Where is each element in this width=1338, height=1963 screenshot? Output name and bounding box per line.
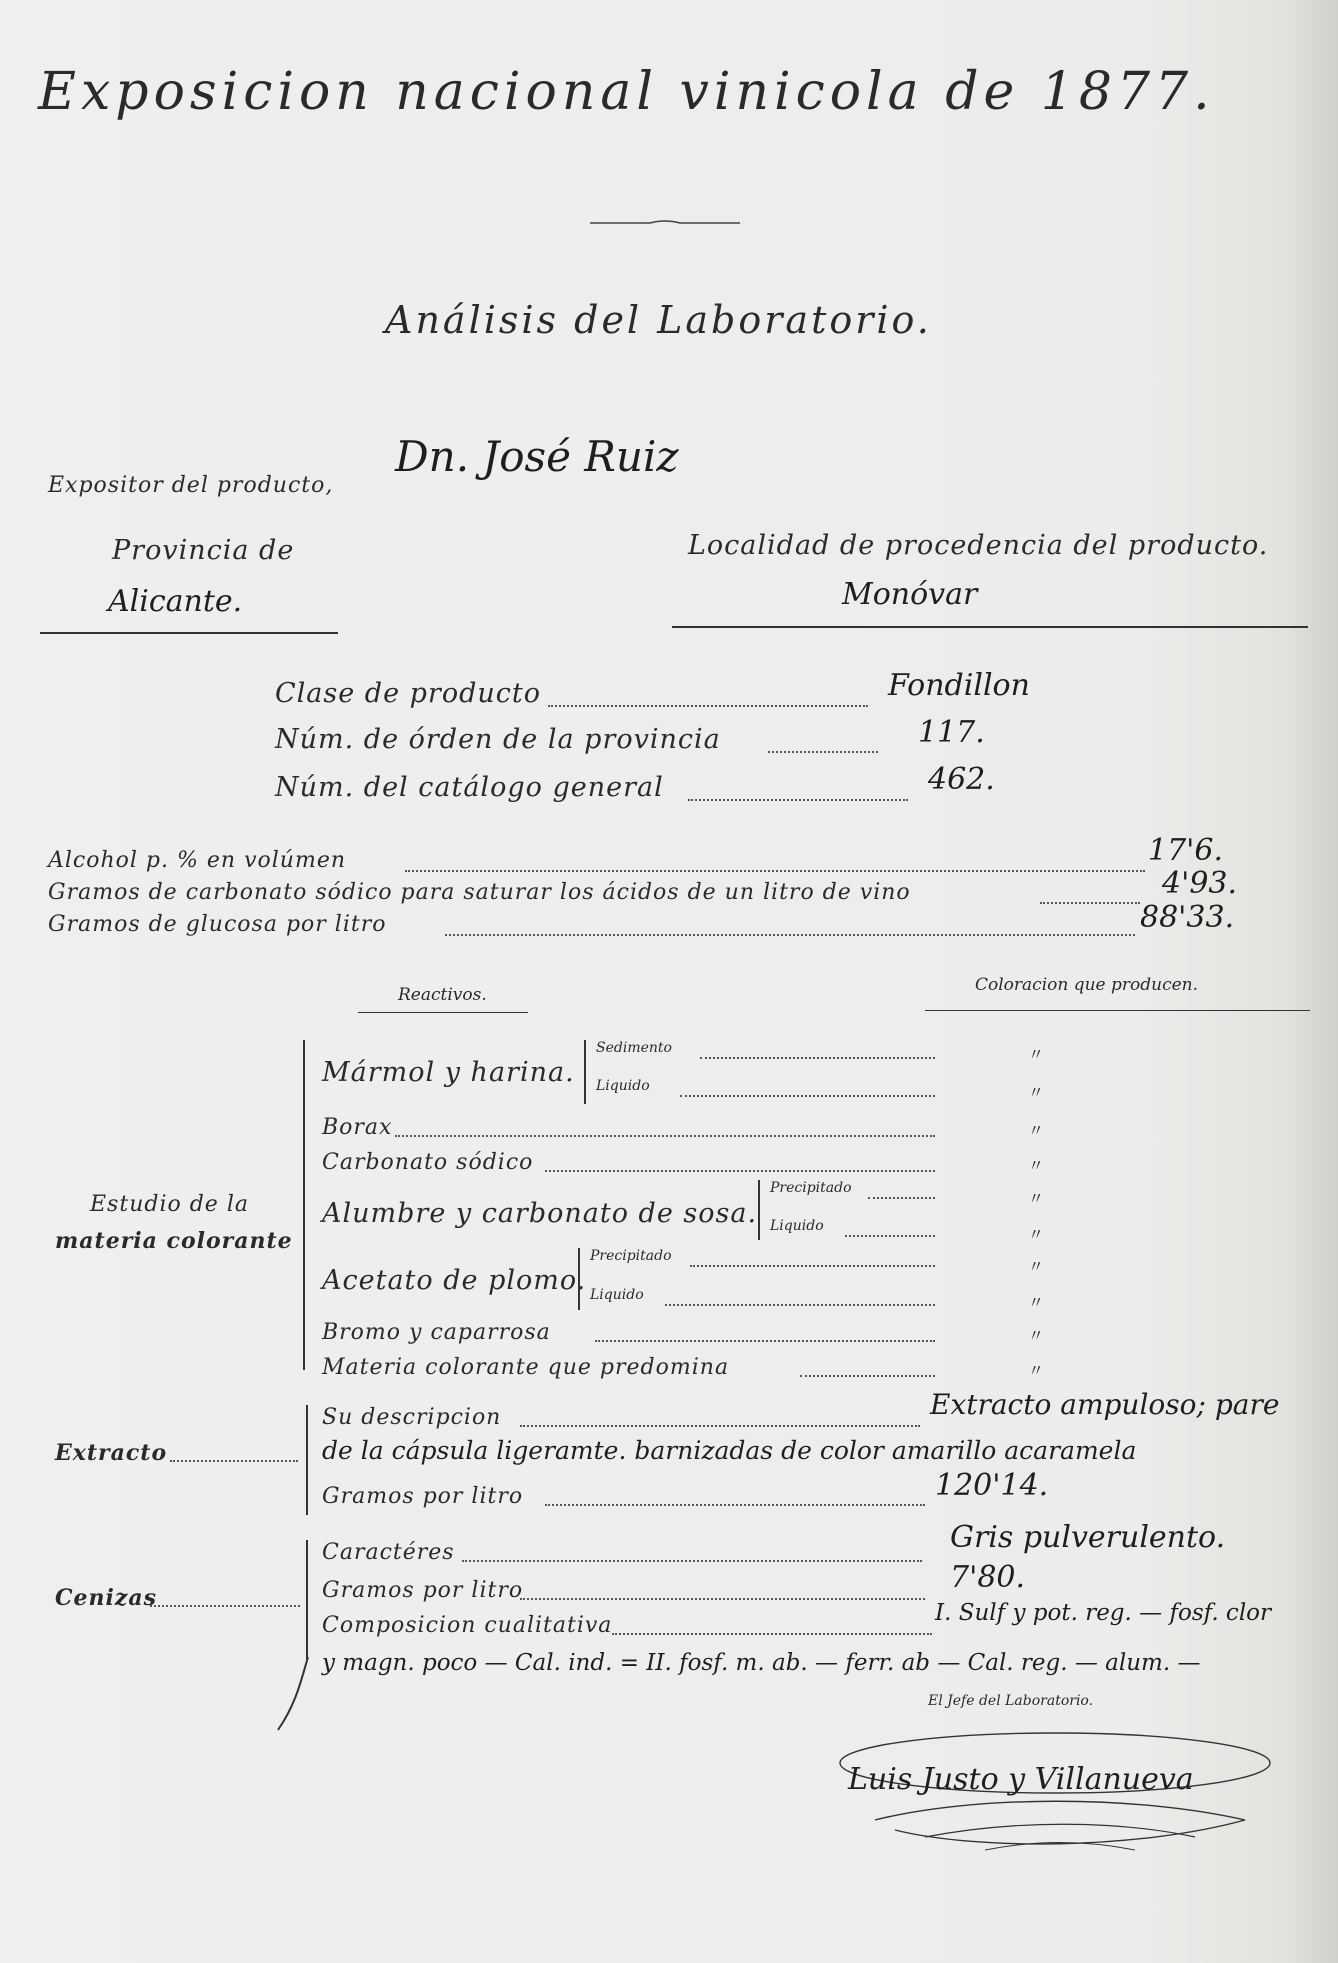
reagent-row-5-ditto: 〃	[1028, 1189, 1045, 1208]
reagents-header: Reactivos.	[398, 985, 487, 1005]
reagent-row-8-ditto: 〃	[1028, 1293, 1045, 1312]
reagent-row-6-ditto: 〃	[1028, 1225, 1045, 1244]
locality-value: Monóvar	[842, 577, 978, 612]
reagent-row-5-main: Alumbre y carbonato de sosa.	[322, 1198, 758, 1229]
carbonate-leader	[1040, 902, 1140, 904]
reagent-row-3-ditto: 〃	[1028, 1121, 1045, 1140]
bracket-flourish	[270, 1655, 330, 1735]
title-ornament	[590, 212, 740, 218]
reagent-row-10-main: Materia colorante que predomina	[322, 1355, 730, 1380]
reagent-row-9-main: Bromo y caparrosa	[322, 1320, 551, 1345]
reagent-row-9-leader	[595, 1340, 935, 1342]
reagent-row-4-ditto: 〃	[1028, 1156, 1045, 1175]
ashes-brace	[306, 1540, 308, 1660]
province-value: Alicante.	[108, 584, 243, 619]
alcohol-value: 17'6.	[1148, 833, 1224, 868]
reagent-row-8-sub: Liquido	[590, 1287, 644, 1303]
province-label: Provincia de	[112, 535, 295, 566]
reagent-row-6-leader	[845, 1235, 935, 1237]
coloration-header-rule	[925, 1010, 1310, 1011]
reagent-row-7-leader	[690, 1265, 935, 1267]
reagent-row-10-leader	[800, 1375, 935, 1377]
glucose-label: Gramos de glucosa por litro	[48, 912, 387, 937]
document-title: Exposicion nacional vinicola de 1877.	[38, 62, 1215, 122]
extract-desc-value-1: Extracto ampuloso; pare	[930, 1388, 1280, 1421]
marble-sub-brace	[584, 1040, 586, 1104]
ashes-char-value: Gris pulverulento.	[950, 1520, 1226, 1555]
catalog-leader	[688, 799, 908, 801]
extract-label: Extracto	[55, 1440, 168, 1466]
ashes-char-leader	[462, 1560, 922, 1562]
reagent-row-1-sub: Sedimento	[596, 1040, 672, 1056]
carbonate-value: 4'93.	[1162, 866, 1238, 901]
reagent-row-1-main: Mármol y harina.	[322, 1057, 575, 1088]
catalog-label: Núm. del catálogo general	[275, 772, 664, 803]
order-value: 117.	[918, 715, 985, 750]
reagent-row-4-main: Carbonato sódico	[322, 1150, 534, 1175]
catalog-value: 462.	[928, 762, 995, 797]
carbonate-label: Gramos de carbonato sódico para saturar los ácidos de un litro de vino	[48, 880, 911, 905]
province-rule	[40, 632, 338, 634]
ashes-grams-value: 7'80.	[950, 1560, 1026, 1595]
ashes-comp-leader	[612, 1633, 932, 1635]
ashes-comp-label: Composicion cualitativa	[322, 1613, 613, 1638]
reagent-row-2-leader	[680, 1095, 935, 1097]
ashes-label: Cenizas	[55, 1585, 157, 1611]
colorant-section-label-1: Estudio de la	[90, 1192, 249, 1217]
ashes-grams-label: Gramos por litro	[322, 1578, 524, 1603]
extract-grams-leader	[545, 1504, 925, 1506]
order-label: Núm. de órden de la provincia	[275, 724, 721, 755]
class-value: Fondillon	[888, 668, 1030, 703]
reagent-row-1-leader	[700, 1057, 935, 1059]
extract-grams-label: Gramos por litro	[322, 1484, 524, 1509]
reagent-row-10-ditto: 〃	[1028, 1361, 1045, 1380]
extract-label-leader	[170, 1460, 298, 1462]
extract-brace	[306, 1405, 308, 1515]
extract-desc-value-2: de la cápsula ligeramte. barnizadas de color amarillo acaramela	[322, 1436, 1137, 1465]
extract-desc-leader	[520, 1425, 920, 1427]
ashes-comp-value-2: y magn. poco — Cal. ind. = II. fosf. m. ab. — ferr. ab — Cal. reg. — alum. —	[322, 1650, 1201, 1676]
reagent-row-8-leader	[665, 1304, 935, 1306]
exhibitor-label: Expositor del producto,	[48, 473, 334, 498]
reagent-row-7-sub: Precipitado	[590, 1248, 672, 1264]
reagent-row-3-main: Borax	[322, 1115, 393, 1140]
lead-sub-brace	[578, 1248, 580, 1310]
ashes-label-leader	[150, 1605, 300, 1607]
reagent-row-4-leader	[545, 1170, 935, 1172]
locality-label: Localidad de procedencia del producto.	[688, 530, 1269, 561]
signature-flourish	[835, 1725, 1275, 1875]
class-label: Clase de producto	[275, 678, 541, 709]
reagent-row-7-main: Acetato de plomo.	[322, 1265, 587, 1296]
class-leader	[548, 705, 868, 707]
alum-sub-brace	[758, 1180, 760, 1240]
glucose-leader	[445, 934, 1135, 936]
document-subtitle: Análisis del Laboratorio.	[385, 298, 932, 342]
reagent-row-3-leader	[395, 1135, 935, 1137]
alcohol-label: Alcohol p. % en volúmen	[48, 848, 347, 873]
locality-rule	[672, 626, 1308, 628]
ashes-char-label: Caractéres	[322, 1540, 455, 1565]
reagent-row-5-leader	[868, 1197, 935, 1199]
reagent-row-6-sub: Liquido	[770, 1218, 824, 1234]
glucose-value: 88'33.	[1140, 900, 1235, 935]
coloration-header: Coloracion que producen.	[975, 975, 1199, 995]
reagents-header-rule	[358, 1012, 528, 1013]
colorant-section-label-2: materia colorante	[55, 1228, 293, 1254]
reagent-row-9-ditto: 〃	[1028, 1326, 1045, 1345]
extract-desc-label: Su descripcion	[322, 1405, 502, 1430]
alcohol-leader	[405, 870, 1145, 872]
ashes-grams-leader	[520, 1598, 925, 1600]
signature-role: El Jefe del Laboratorio.	[928, 1693, 1094, 1709]
extract-grams-value: 120'14.	[935, 1468, 1049, 1503]
reagent-row-2-sub: Liquido	[596, 1078, 650, 1094]
reagent-row-5-sub: Precipitado	[770, 1180, 852, 1196]
order-leader	[768, 751, 878, 753]
reagent-row-1-ditto: 〃	[1028, 1045, 1045, 1064]
reagent-row-2-ditto: 〃	[1028, 1083, 1045, 1102]
exhibitor-value: Dn. José Ruiz	[395, 432, 679, 481]
colorant-brace	[303, 1040, 305, 1370]
reagent-row-7-ditto: 〃	[1028, 1257, 1045, 1276]
signature-name: Luis Justo y Villanueva	[848, 1762, 1194, 1797]
ashes-comp-value-1: I. Sulf y pot. reg. — fosf. clor	[935, 1600, 1272, 1626]
